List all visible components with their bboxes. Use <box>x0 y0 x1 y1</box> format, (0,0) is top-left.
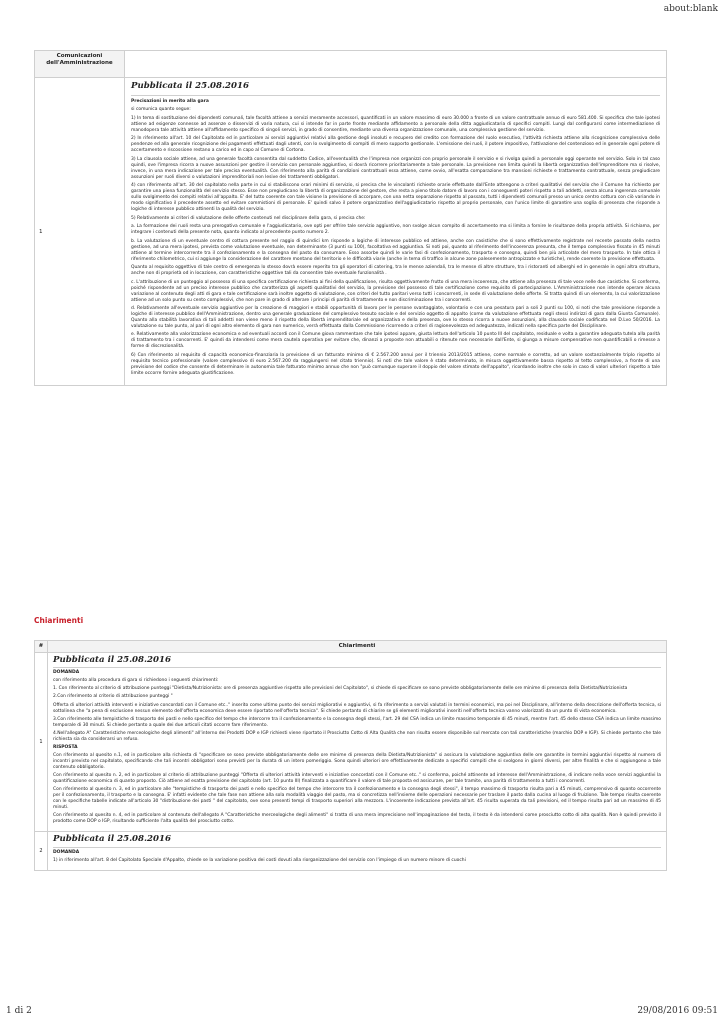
clarification-content <box>48 652 667 831</box>
communications-header: Comunicazioni dell'Amministrazione <box>35 51 125 78</box>
browser-url: about:blank <box>663 4 718 14</box>
communications-header-empty <box>125 51 667 78</box>
answer-label: RISPOSTA <box>53 744 78 750</box>
communication-row-number: 1 <box>35 78 125 386</box>
question-paragraph: 3.Con riferimento alle tempistiche di trasporto dei pasti e nello specifico del tempo che intercorre tra il confezionamento e la consegna degli stessi, l'art. 29 del CSA indica un limite massimo temporale di 45 minuti, mentre l'art. 45 dello stesso CSA indica un limite massimo temporale di 30 minuti. Si chiede pertanto a quale dei due articoli citati occorre fare riferimento. <box>53 716 661 728</box>
communication-content <box>125 78 667 386</box>
answer-paragraph: Con riferimento al quesito n.1, ed in particolare alla richiesta di "specificare se sono previste obbligatoriamente delle ore minime di presenza della Dietista/Nutrizionista" si assicura la valutazione aggiuntiva delle ore garantite in termini aggiuntivi rispetto al numero di incontri previsto nel capitolato, specificando che tali incontri obbligatori sono previsti per la durata di un intero pomeriggio. Sono quindi ulteriori ore effettivamente dedicate a specifici compiti che si svolgono in giorni diversi, per altre finalità e che si aggiungono a tale contenuto obbligatorio. <box>53 752 661 770</box>
paragraph: b. La valutazione di un eventuale centro di cottura presente nel raggio di quindici km risponde a logiche di interesse pubblico ed attiene, anche con casistiche che si sono effettivamente registrate nel recente passato della nostra gestione, ad una mera ipotesi, prevista come valutazione eventuale, non determinante (3 punti su 100), facoltativa ed aggiuntiva. Si noti poi, quanto al riferimento dell'incoerenza presunta, che il tempo complessivo fissato in 45 minuti attiene al termine intercorrente tra il confezionamento e la consegna del pasto da consumare. Esso assorbe quindi le varie fasi di confezionamento, trasporto e consegna, quindi ben più articolate del mero trasporto. In tale ottica il riferimento chilometrico, cui si aggiunge la considerazione del carattere montano del territorio e le difficoltà viarie (anche in tema di traffico in alcune zone palesemente antropizzate e turistiche), rende coerente la previsione effettuata. <box>131 238 660 262</box>
communications-table <box>34 50 667 386</box>
clarification-row-number: 1 <box>35 652 48 831</box>
paragraph: 2) In riferimento all'art. 10 del Capitolato ed in particolare ai servizi aggiuntivi relativi alla gestione degli insoluti e recupero del credito con formazione del ruolo esecutivo, l'attività richiesta attiene alla ricognizione complessiva delle pendenze ed alla generale ricognizione dei pagamenti effettuati dagli utenti, con lo svolgimento di compiti di mero supporto gestionale. L'emissione dei ruoli, il potere impositivo, l'attivazione del contenzioso ed in generale ogni potere di accertamento e riscossione restano a carico ed in capo al Comune di Cortona. <box>131 136 660 154</box>
clarifications-header: Chiarimenti <box>48 641 667 653</box>
paragraph: 4) con riferimento all'art. 30 del capitolato nella parte in cui si stabiliscono orari minimi di servizio, si precisa che le vincolanti richieste orarie effettuate dall'Ente attengono a criteri qualitativi del servizio che il Comune ha richiesto per garantire una piena funzionalità del servizio stesso. Esse non pregiudicano la libertà di organizzazione del gestore, che resta a pieno titolo datore di lavoro con i conseguenti poteri rispetto a tali addetti, senza alcuna ingerenza comunale sullo svolgimento dei compiti relativi all'appalto. E' del tutto coerente con tale visione la previsione di accorpare, con una netta separazione rispetto al passato, tutti i dipendenti comunali presso un unico centro cottura con ciò variando in modo significativo il precedente assetto ed evitare commistioni di personale. E' quindi salvo il potere organizzativo dell'aggiudicatario rispetto al proprio personale, con l'unico limite di garantire una soglia di presenza che risponde a logiche di interesse pubblico attinenti la qualità del servizio. <box>131 183 660 213</box>
print-footer <box>6 1006 718 1018</box>
question-paragraph: Offerta di ulteriori attività interventi e iniziative concordati con il Comune etc.." inserito come ultimo punto dei servizi migliorativi e aggiuntivi, si fa riferimento a servizi valutati in termini economici, ma poi nel Disciplinare, all'interno della descrizione dell'offerta tecnica, si sottolinea che "a pena di esclusione nessun elemento dell'offerta economica deve essere riportato nell'offerta tecnica". Si chiede pertanto di chiarire se gli elementi migliorativi inseriti nell'offerta tecnica vanno valorizzati da un punto di vista economico. <box>53 702 661 714</box>
paragraph: d. Relativamente all'eventuale servizio aggiuntivo per la creazione di maggiori e stabili opportunità di lavoro per le persone svantaggiate, volontario e con una pesatura pari a soli 2 punti su 100, si noti che tale previsione risponde a logiche di interesse pubblico dell'Amministrazione, dentro una generale graduazione del complessivo tessuto sociale e del servizio oggetto di appalto (come da valutazione effettuata negli stessi indirizzi di gara dalla Giunta Comunale). Quanto alla stabilità lavorativa di tali addetti non viene meno il rispetto della libertà imprenditoriale ed organizzativa e della presenza, ove lo stesso ricorra a nuove assunzioni, alla clausola sociale codificata nel D.Lvo 50/2016. La valutazione su tale punto, al pari di ogni altro elemento di gara non numerico, verrà effettuata dalla Commissione ricorrendo a criteri di ragionevolezza ed adeguatezza, indicati nella specifica parte del Disciplinare. <box>131 306 660 329</box>
question-paragraph: 1) in riferimento all'art. 8 del Capitolato Speciale d'Appalto, chiede se la variazione positiva dei costi dovuti alla riorganizzazione del servizio con l'impiego di un numero minore di cuochi <box>53 857 466 863</box>
published-date: Pubblicata il 25.08.2016 <box>53 655 661 669</box>
answer-paragraph: Con riferimento al quesito n. 2, ed in particolare al criterio di attribuzione punteggi "Offerta di ulteriori attività interventi e iniziative concordati con il Comune etc.." si conferma, poiché attinente ad interesse dell'Amministrazione, di indicare nella voce servizi aggiuntivi la quantificazione economica di quanto proposto. Ciò attiene ad esatta previsione del capitolato (art. 10 punto III) finalizzata a quantificare il valore di tale proposta ed assicurare, per tale tramite, una parità di trattamento a tutti i concorrenti. <box>53 772 661 784</box>
paragraph: c. L'attribuzione di un punteggio al possesso di una specifica certificazione richiesta ai fini della qualificazione, risulta oggettivamente frutto di una mera incoerenza, che attiene alla presenza di tale voce nelle due casistiche. Si conferma, poiché rispondente ad un preciso interesse pubblico che caratterizza gli aspetti qualitativi del servizio, la previsione del possesso di tale certificazione come requisito di partecipazione. L'Amministrazione non intende operare alcuna variazione al contenuto degli atti di gara e tale certificazione sarà inoltre oggetto di valutazione, con criteri del tutto paritari verso tutti i concorrenti, in sede di valutazione delle offerte. Si tratta quindi di un elemento, la cui valorizzazione attiene ad un solo punto su cento complessivi, che non pare in grado di alterare i principi di parità di trattamento e non discriminazione tra i concorrenti. <box>131 279 660 303</box>
communication-subtitle: Precisazioni in merito alla gara <box>131 98 209 104</box>
paragraph: Quanto al requisito oggettivo di tale centro di emergenza lo stesso dovrà essere reperito tra gli operatori di catering, tra le mense aziendali, tra le mense di altre strutture, tra i ristoranti od alberghi ed in generale in ogni altra struttura, anche non di proprietà od in locazione, con caratteristiche oggettive tali da consentire tale eventuale funzionalità . <box>131 265 660 277</box>
published-date: Pubblicata il 25.08.2016 <box>131 81 660 96</box>
page-indicator: 1 di 2 <box>6 1006 32 1016</box>
paragraph: 3) La clausola sociale attiene, ad una generale facoltà consentita dal suddetto Codice, all'eventualità che l'impresa non organizzi con proprio personale il servizio e si rivolga quindi a personale oggi operante nel servizio. Solo in tal caso quindi, ove l'impresa ricorra a nuove assunzioni per gestire il servizio con personale aggiuntivo, si dovrà ricorrere prioritariamente a tale personale. La previsione non limita quindi la libertà organizzativa dell'imprenditore ma si risolve, invece, in una mera indicazione per tale precisa eventualità. Con riferimento alla parità di condizioni contrattuali essa attiene, come ovvio, all'esatta comparazione tra mansioni richieste e trattamento contrattuale, senza pregiudicare assunzioni per ruoli diversi o valutazioni imprenditoriali non lesive dei trattamenti obbligatori. <box>131 156 660 180</box>
answer-paragraph: Con riferimento al quesito n. 3, ed in particolare alle "tempistiche di trasporto dei pasti e nello specifico del tempo che intercorre tra il confezionamento e la consegna degli stessi", il tempo massimo di trasporto risulta pari a 45 minuti, comprensivo di quanto occorrente per il confezionamento, il trasporto e la consegna. E' infatti evidente che tale fase non attiene alla sola modalità viaggio del pasto, ma si concretizza nell'insieme delle operazioni necessarie per traslare il pasto dalla cucina al luogo di fruizione. Tale tempo risulta coerente con le specifiche tabelle indicate all'articolo 30 "distribuzione dei pasti " del capitolato, ove sono presenti tempi di trasporto superiori alla mezzora. L'incoerente indicazione prevista all'art. 45 risulta superata da tali previsioni, ed il tempo risulta pari ad un massimo di 45 minuti. <box>53 786 661 810</box>
question-paragraph: 2.Con riferimento al criterio di attribuzione punteggi " <box>53 694 173 700</box>
clarifications-header-number: # <box>35 641 48 653</box>
answer-paragraph: Con riferimento al quesito n. 4, ed in particolare al contenuto dell'allegato A "Caratteristiche merceologiche degli alimenti" si tratta di una mera imprecisione nell'impaginazione del testo, il testo è da intendersi come prosciutto cotto di alta qualità. Non è quindi previsto il prodotto come DOP o IGP, risultando sufficiente l'alta qualità del prosciutto cotto. <box>53 812 661 824</box>
clarification-content <box>48 832 667 871</box>
published-date: Pubblicata il 25.08.2016 <box>53 834 661 848</box>
question-paragraph: con riferimento alla procedura di gara si richiedono i seguenti chiarimenti: <box>53 678 219 684</box>
paragraph: 5) Relativamente ai criteri di valutazione delle offerte contenuti nel disciplinare della gara, si precisa che: <box>131 215 366 221</box>
clarifications-title: Chiarimenti <box>34 616 84 625</box>
paragraph: 6) Con riferimento al requisito di capacità economico-finanziaria la previsione di un fatturato minimo di € 2.567.200 annui per il triennio 2013/2015 attiene, come normale e corretto, ad un valore sostanzialmente triplo rispetto al requisito tecnico professionale (valore complessivo di euro 2.567.200 da raggiungersi nel citato triennio). Si noti che tale valore è stato determinato, in misura oggettivamente bassa rispetto al tetto complessivo, a fronte di una previsione del codice che consente di determinare in autonomia tale fatturato minimo annuo che non "può comunque superare il doppio del valore stimato dell'appalto", ricordando inoltre che solo in caso di valori ulteriori rispetto a tale limite occorre fornire adeguata giustificazione. <box>131 352 660 376</box>
paragraph: a. La formazione dei ruoli resta una prerogativa comunale e l'aggiudicatario, ove opti per offrire tale servizio aggiuntivo, non svolge alcun compito di accertamento ma si limita a fornire le risultanze della propria attività. Si richiama, per integrare i contenuti della presente nota, quanto indicato al precedente punto numero 2. <box>131 224 660 236</box>
question-paragraph: 1. Con riferimento al criterio di attribuzione punteggi "Dietista/Nutrizionista: ore di presenza aggiuntive rispetto alle previsioni del Capitolato", si chiede di specificare se sono previste obbligatoriamente delle ore minime di presenza della Dietista/Nutrizionista <box>53 686 628 692</box>
question-label: DOMANDA <box>53 670 80 676</box>
paragraph: e. Relativamente alla valorizzazione economica e ad eventuali accordi con il Comune giova rammentare che tale ipotesi appare, giusta lettura dell'articolo 10 punto III del capitolato, residuale e volta a garantire adeguata tutela alla parità di trattamento tra i concorrenti. E' quindi da intendersi come mera cautela operativa per evitare che, dinanzi a proposte non attuabili o ritenute non necessarie dall'Ente, si giunga a misure compensative non quantificabili o rimesse a forme di discrezionalità. <box>131 332 660 350</box>
communication-intro: si comunica quanto segue: <box>131 107 191 113</box>
clarification-row-number: 2 <box>35 832 48 871</box>
question-paragraph: 4.Nell'allegato A" Caratteristiche merceologiche degli alimenti" all'interno dei Prodotti DOP e IGP richiesti viene riportato il Prosciutto Cotto di Alta Qualità che non risulta essere disponibile sul mercato con tali caratteristiche (marchio DOP e IGP). Si chiede pertanto che tale richiesta sia da considerarsi un refuso. <box>53 730 661 742</box>
clarifications-table <box>34 640 667 871</box>
question-label: DOMANDA <box>53 849 80 855</box>
paragraph: 1) In tema di sostituzione dei dipendenti comunali, tale facoltà attiene a servizi meramente accessori, quantificati in un valore massimo di euro 30.000 a fronte di un valore contrattuale annuo di euro 581.400. Si specifica che tale ipotesi attiene ad esigenze connesse ad assenze o disservizi di varia natura, cui si intende far in parte fronte mediante affidamento a personale della ditta aggiudicataria di specifici compiti. Lungi dal configurarsi come intermediazione di manodopera tale attività attiene all'affidamento specifico di singoli servizi, in grado di consentire, mediante una diversa organizzazione comunale, una complessiva gestione del servizio. <box>131 116 660 133</box>
print-datetime: 29/08/2016 09:51 <box>637 1006 718 1016</box>
